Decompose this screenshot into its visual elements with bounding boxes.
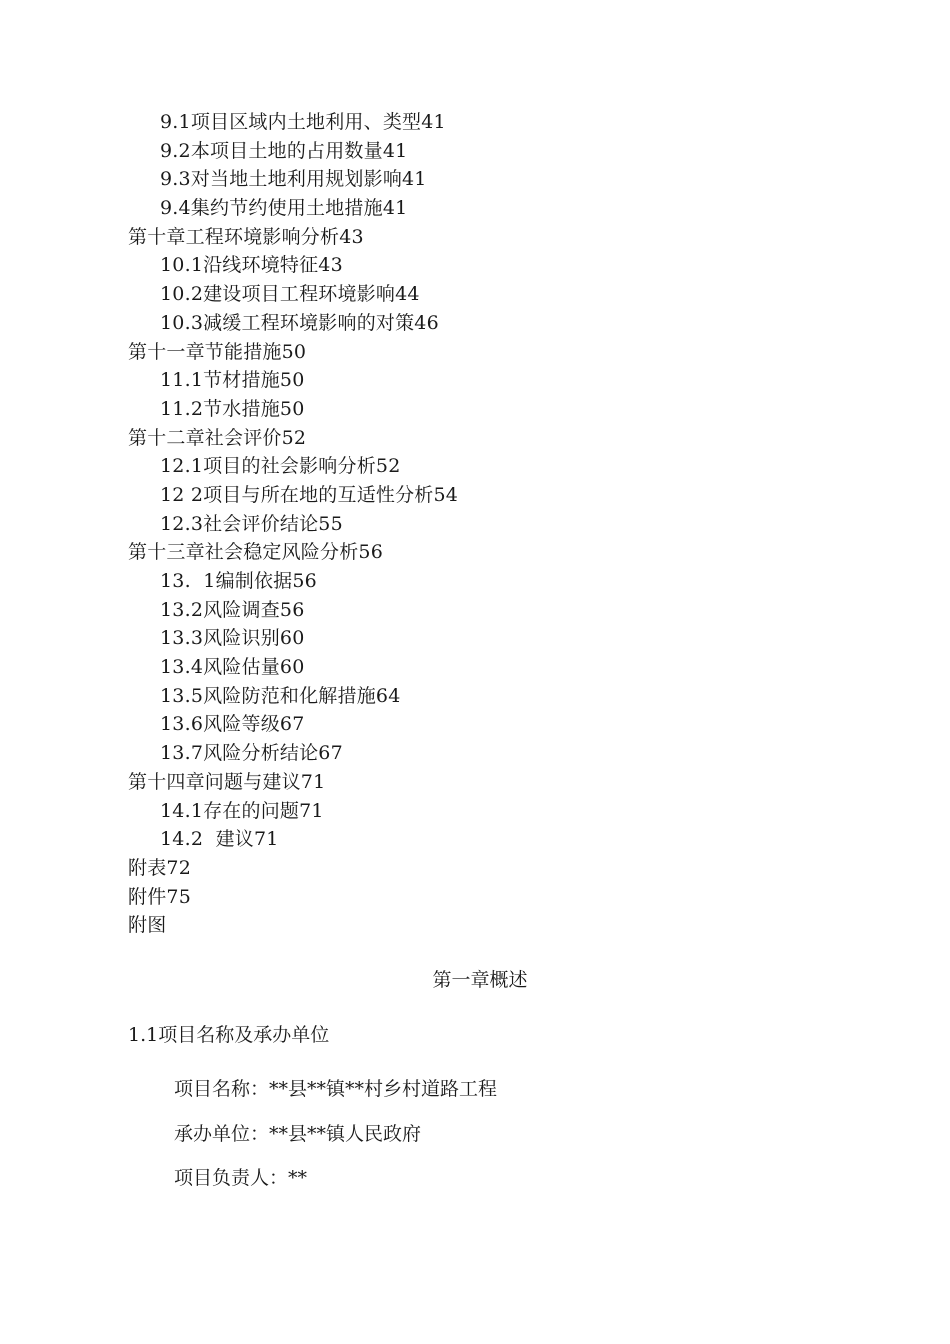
toc-section-entry: 12 2项目与所在地的互适性分析54 <box>160 483 459 506</box>
toc-section-entry: 11.1节材措施50 <box>160 369 305 392</box>
toc-section-entry: 9.3对当地土地利用规划影响41 <box>160 168 427 191</box>
organizer-line: 承办单位：**县**镇人民政府 <box>174 1123 422 1145</box>
toc-section-entry: 13.6风险等级67 <box>160 713 305 736</box>
toc-chapter-entry: 附件75 <box>128 885 191 908</box>
project-lead-line: 项目负责人：** <box>174 1167 308 1189</box>
toc-chapter-entry: 附表72 <box>128 856 191 879</box>
section-title: 1.1项目名称及承办单位 <box>128 1024 330 1046</box>
toc-chapter-entry: 第十章工程环境影响分析43 <box>128 225 364 248</box>
toc-section-entry: 14.2 建议71 <box>160 828 279 851</box>
toc-section-entry: 13.5风险防范和化解措施64 <box>160 684 401 707</box>
toc-section-entry: 13.4风险估量60 <box>160 656 305 679</box>
toc-section-entry: 9.4集约节约使用土地措施41 <box>160 197 408 220</box>
project-name-line: 项目名称：**县**镇**村乡村道路工程 <box>174 1078 498 1100</box>
toc-section-entry: 12.3社会评价结论55 <box>160 512 343 535</box>
toc-chapter-entry: 第十三章社会稳定风险分析56 <box>128 541 383 564</box>
toc-chapter-entry: 附图 <box>128 914 167 937</box>
toc-section-entry: 10.2建设项目工程环境影响44 <box>160 283 420 306</box>
toc-section-entry: 9.2本项目土地的占用数量41 <box>160 139 408 162</box>
toc-section-entry: 9.1项目区域内土地利用、类型41 <box>160 111 446 133</box>
toc-chapter-entry: 第十二章社会评价52 <box>128 426 307 449</box>
toc-section-entry: 13.7风险分析结论67 <box>160 742 343 765</box>
toc-section-entry: 11.2节水措施50 <box>160 397 305 420</box>
toc-section-entry: 13.2风险调查56 <box>160 598 305 621</box>
toc-chapter-entry: 第十一章节能措施50 <box>128 340 307 363</box>
table-of-contents <box>0 108 950 940</box>
chapter-title: 第一章概述 <box>432 969 528 991</box>
toc-section-entry: 13. 1编制依据56 <box>160 570 317 592</box>
toc-section-entry: 10.1沿线环境特征43 <box>160 254 343 277</box>
toc-section-entry: 10.3减缓工程环境影响的对策46 <box>160 311 439 334</box>
toc-section-entry: 12.1项目的社会影响分析52 <box>160 455 401 478</box>
toc-section-entry: 13.3风险识别60 <box>160 627 305 650</box>
toc-chapter-entry: 第十四章问题与建议71 <box>128 770 326 793</box>
toc-section-entry: 14.1存在的问题71 <box>160 799 324 822</box>
